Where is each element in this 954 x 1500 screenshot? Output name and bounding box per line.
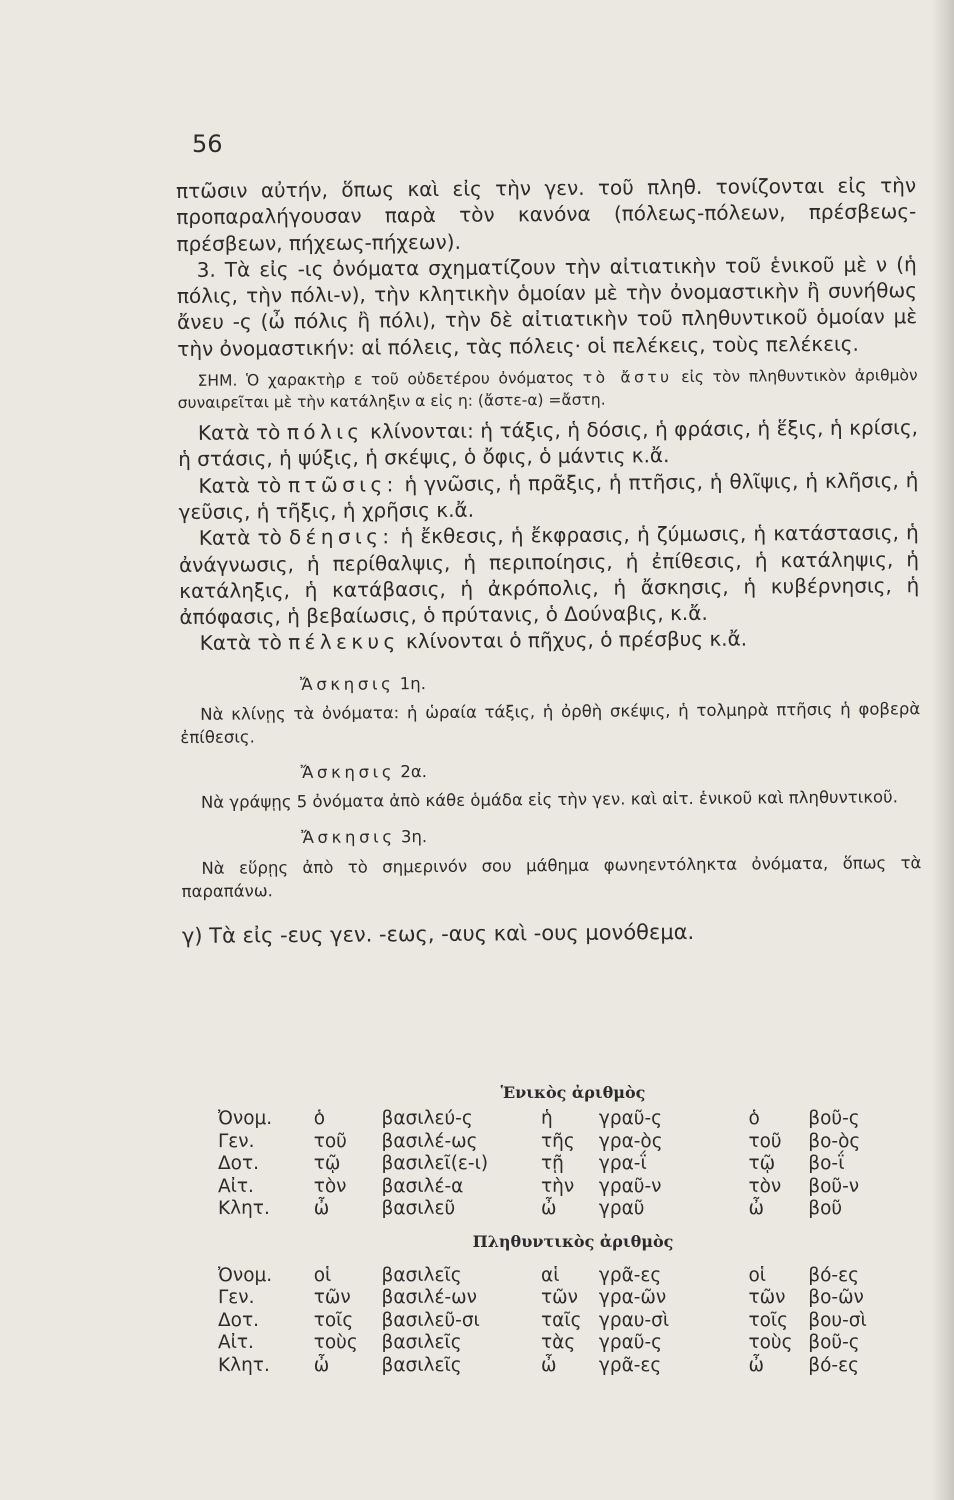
table-row: Γεν. τῶν βασιλέ-ων τῶν γρα-ῶν τῶν βο-ῶν [218,1287,864,1308]
table-row: Αἰτ. τοὺς βασιλεῖς τὰς γραῦ-ς τοὺς βοῦ-ς [218,1332,860,1353]
paragraph: 3. Τὰ εἰς -ις ὀνόματα σχηματίζουν τὴν αἰτιατικὴν τοῦ ἑνικοῦ μὲ ν (ἡ πόλις, τὴν πόλι-ν), τὴν κλητικὴν ὁμοίαν μὲ τὴν ὀνομαστικὴν ἢ συνήθως ἄνευ -ς (ὦ πόλις ἢ πόλι), τὴν δὲ αἰτιατικὴν τοῦ πληθυντικοῦ ὁμοίαν μὲ τὴν ὀνομαστικήν: αἱ πόλεις, τὰς πόλεις· οἱ πελέκεις, τοὺς πελέκεις. [176,252,918,361]
paradigm-group: Κατὰ τὸ πόλις κλίνονται: ἡ τάξις, ἡ δόσις, ἡ φράσις, ἡ ἕξις, ἡ κρίσις, ἡ στάσις, ἡ ψύξις, ἡ σκέψις, ὁ ὄφις, ὁ μάντις κ.ἄ. [178,415,919,472]
table-row: Αἰτ. τὸν βασιλέ-α τὴν γραῦ-ν τὸν βοῦ-ν [218,1175,860,1197]
plural-heading: Πληθυντικὸς ἀριθμὸς [472,1231,674,1251]
table-row: Κλητ. ὦ βασιλεῦ ὦ γραῦ ὦ βοῦ [218,1198,843,1219]
exercise-text: Νὰ εὕρῃς ἀπὸ τὸ σημερινόν σου μάθημα φωνηεντόληκτα ὀνόματα, ὅπως τὰ παραπάνω. [181,852,922,901]
page-number: 56 [192,130,223,158]
table-row: Κλητ. ὦ βασιλεῖς ὦ γρᾶ-ες ὦ βό-ες [218,1354,859,1376]
declension-table [218,1078,898,1377]
main-text-block [176,172,922,949]
singular-heading: Ἑνικὸς ἀριθμὸς [500,1083,646,1102]
exercise-text: Νὰ γράψῃς 5 ὀνόματα ἀπὸ κάθε ὁμάδα εἰς τὴν γεν. καὶ αἰτ. ἑνικοῦ καὶ πληθυντικοῦ. [200,787,898,813]
table-row: Δοτ. τῷ βασιλεῖ(ε-ι) τῇ γρα-ΐ τῷ βο-ΐ [218,1153,845,1174]
table-row: Ὀνομ. ὁ βασιλεύ-ς ἡ γραῦ-ς ὁ βοῦ-ς [218,1108,860,1129]
exercise-heading: Ἄσκησις 1η. [299,673,426,694]
paradigm-group: Κατὰ τὸ πέλεκυς κλίνονται ὁ πῆχυς, ὁ πρέσβυς κ.ἄ. [199,626,748,656]
table-row: Ὀνομ. οἱ βασιλεῖς αἱ γρᾶ-ες οἱ βό-ες [218,1264,859,1286]
page-edge-shadow [932,0,954,1500]
exercise-heading: Ἄσκησις 2α. [300,762,428,783]
table-row: Γεν. τοῦ βασιλέ-ως τῆς γρα-ὸς τοῦ βο-ὸς [218,1130,861,1152]
paradigm-group: Κατὰ τὸ πτῶσις: ἡ γνῶσις, ἡ πρᾶξις, ἡ πτῆσις, ἡ θλῖψις, ἡ κλῆσις, ἡ γεῦσις, ἡ τῆξις, ἡ χρῆσις κ.ἄ. [178,467,919,524]
paradigm-group: Κατὰ τὸ δέησις: ἡ ἔκθεσις, ἡ ἔκφρασις, ἡ ζύμωσις, ἡ κατάστασις, ἡ ἀνάγνωσις, ἡ περίθαλψις, ἡ περιποίησις, ἡ ἐπίθεσις, ἡ κατάληψις, ἡ κατάληξις, ἡ κατάβασις, ἡ ἀκρόπολις, ἡ ἄσκησις, ἡ κυβέρνησις, ἡ ἀπόφασις, ἡ βεβαίωσις, ὁ πρύτανις, ὁ Δούναβις, κ.ἄ. [178,520,920,630]
table-row: Δοτ. τοῖς βασιλεῦ-σι ταῖς γραυ-σὶ τοῖς βου-σὶ [218,1309,867,1331]
section-title: γ) Τὰ εἰς -ευς γεν. -εως, -αυς καὶ -ους μονόθεμα. [181,919,695,948]
paragraph: πτῶσιν αὐτήν, ὅπως καὶ εἰς τὴν γεν. τοῦ πληθ. τονίζονται εἰς τὴν προπαραλήγουσαν παρὰ τὸν κανόνα (πόλεως-πόλεων, πρέσβεως-πρέσβεων, πήχεως-πήχεων). [176,173,917,256]
note: ΣΗΜ. Ὁ χαρακτὴρ ε τοῦ οὐδετέρου ὀνόματος τὸ ἄστυ εἰς τὸν πληθυντικὸν ἀριθμὸν συναιρεῖται μὲ τὴν κατάληξιν α εἰς η: (ἄστε-α) =ἄστη. [177,366,918,413]
exercise-heading: Ἄσκησις 3η. [301,827,428,848]
exercise-text: Νὰ κλίνῃς τὰ ὀνόματα: ἡ ὡραία τάξις, ἡ ὀρθὴ σκέψις, ἡ τολμηρὰ πτῆσις ἡ φοβερὰ ἐπίθεσις. [180,699,921,748]
